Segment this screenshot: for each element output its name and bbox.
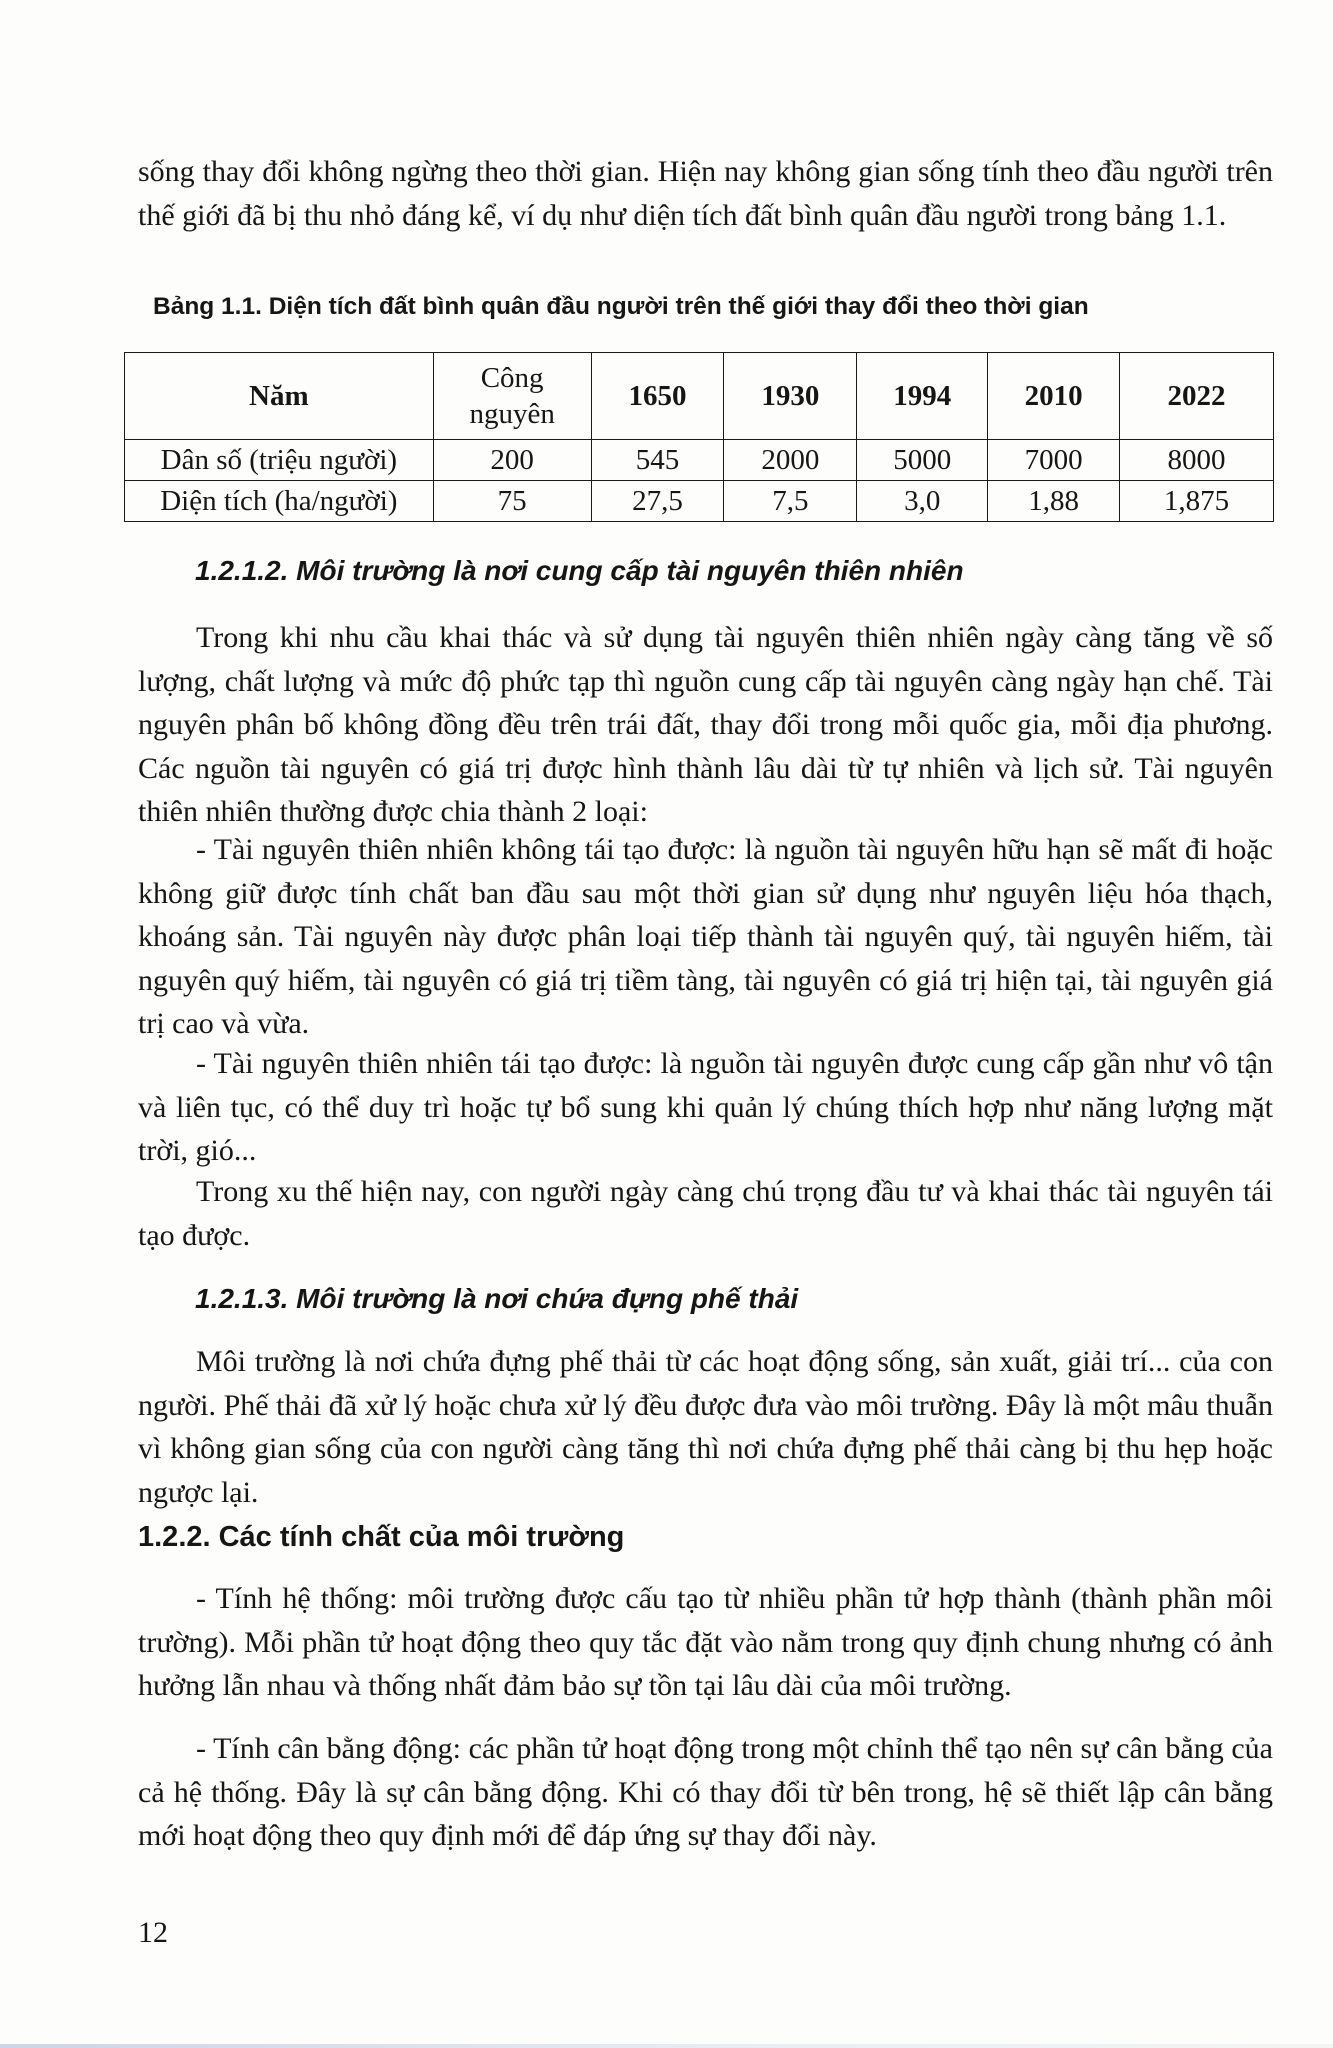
table-row-area (125, 481, 1274, 522)
paragraph-waste: Môi trường là nơi chứa đựng phế thải từ các hoạt động sống, sản xuất, giải trí... của con người. Phế thải đã xử lý hoặc chưa xử lý đều được đưa vào môi trường. Đây là một mâu thuẫn vì không gian sống của con người càng tăng thì nơi chứa đựng phế thải càng bị thu hẹp hoặc ngược lại. (138, 1345, 1273, 1509)
table-cell: 545 (591, 440, 724, 481)
header-cell-common-era: Công nguyên (433, 353, 591, 440)
land-area-table (124, 352, 1274, 522)
section-heading-1212: 1.2.1.2. Môi trường là nơi cung cấp tài nguyên thiên nhiên (195, 555, 964, 586)
table-cell: 2000 (724, 440, 857, 481)
header-cell-year: Năm (125, 353, 434, 440)
header-cell-1930: 1930 (724, 353, 857, 440)
paragraph-system-property: - Tính hệ thống: môi trường được cấu tạo từ nhiều phần tử hợp thành (thành phần môi trường). Mỗi phần tử hoạt động theo quy tắc đặt vào nằm trong quy định chung nhưng có ảnh hưởng lẫn nhau và thống nhất đảm bảo sự tồn tại lâu dài của môi trường. (138, 1582, 1273, 1702)
header-cell-1994: 1994 (857, 353, 988, 440)
table-cell: 1,875 (1120, 481, 1274, 522)
table-header-row (125, 353, 1274, 440)
paragraph-non-renewable: - Tài nguyên thiên nhiên không tái tạo được: là nguồn tài nguyên hữu hạn sẽ mất đi hoặc không giữ được tính chất ban đầu sau một thời gian sử dụng như nguyên liệu hóa thạch, khoáng sản. Tài nguyên này được phân loại tiếp thành tài nguyên quý, tài nguyên hiếm, tài nguyên quý hiếm, tài nguyên có giá trị tiềm tàng, tài nguyên có giá trị hiện tại, tài nguyên giá trị cao và vừa. (138, 833, 1273, 1040)
section-heading-1213: 1.2.1.3. Môi trường là nơi chứa đựng phế thải (195, 1283, 799, 1314)
table-cell: 8000 (1120, 440, 1274, 481)
table-cell: 7000 (988, 440, 1120, 481)
header-cell-2010: 2010 (988, 353, 1120, 440)
scan-edge-divider (0, 2044, 1333, 2048)
table-cell: 5000 (857, 440, 988, 481)
table-cell: 200 (433, 440, 591, 481)
paragraph-dynamic-balance: - Tính cân bằng động: các phần tử hoạt động trong một chỉnh thể tạo nên sự cân bằng của cả hệ thống. Đây là sự cân bằng động. Khi có thay đổi từ bên trong, hệ sẽ thiết lập cân bằng mới hoạt động theo quy định mới để đáp ứng sự thay đổi này. (138, 1732, 1273, 1852)
table-cell: 3,0 (857, 481, 988, 522)
header-cell-2022: 2022 (1120, 353, 1274, 440)
page-number: 12 (138, 1916, 168, 1949)
header-cell-1650: 1650 (591, 353, 724, 440)
paragraph-trend: Trong xu thế hiện nay, con người ngày càng chú trọng đầu tư và khai thác tài nguyên tái tạo được. (138, 1175, 1273, 1252)
table-cell: 75 (433, 481, 591, 522)
table-cell: 7,5 (724, 481, 857, 522)
paragraph-resources-intro: Trong khi nhu cầu khai thác và sử dụng tài nguyên thiên nhiên ngày càng tăng về số lượng, chất lượng và mức độ phức tạp thì nguồn cung cấp tài nguyên càng ngày hạn chế. Tài nguyên phân bố không đồng đều trên trái đất, thay đổi trong mỗi quốc gia, mỗi địa phương. Các nguồn tài nguyên có giá trị được hình thành lâu dài từ tự nhiên và lịch sử. Tài nguyên thiên nhiên thường được chia thành 2 loại: (138, 621, 1273, 828)
row-label-population: Dân số (triệu người) (125, 440, 434, 481)
paragraph-renewable: - Tài nguyên thiên nhiên tái tạo được: là nguồn tài nguyên được cung cấp gần như vô tận và liên tục, có thể duy trì hoặc tự bổ sung khi quản lý chúng thích hợp như năng lượng mặt trời, gió... (138, 1047, 1273, 1167)
section-heading-122: 1.2.2. Các tính chất của môi trường (138, 1521, 625, 1553)
table-row-population (125, 440, 1274, 481)
table-caption: Bảng 1.1. Diện tích đất bình quân đầu người trên thế giới thay đổi theo thời gian (153, 293, 1089, 320)
table-cell: 27,5 (591, 481, 724, 522)
table-cell: 1,88 (988, 481, 1120, 522)
intro-paragraph: sống thay đổi không ngừng theo thời gian. Hiện nay không gian sống tính theo đầu người trên thế giới đã bị thu nhỏ đáng kể, ví dụ như diện tích đất bình quân đầu người trong bảng 1.1. (138, 155, 1273, 232)
row-label-area: Diện tích (ha/người) (125, 481, 434, 522)
